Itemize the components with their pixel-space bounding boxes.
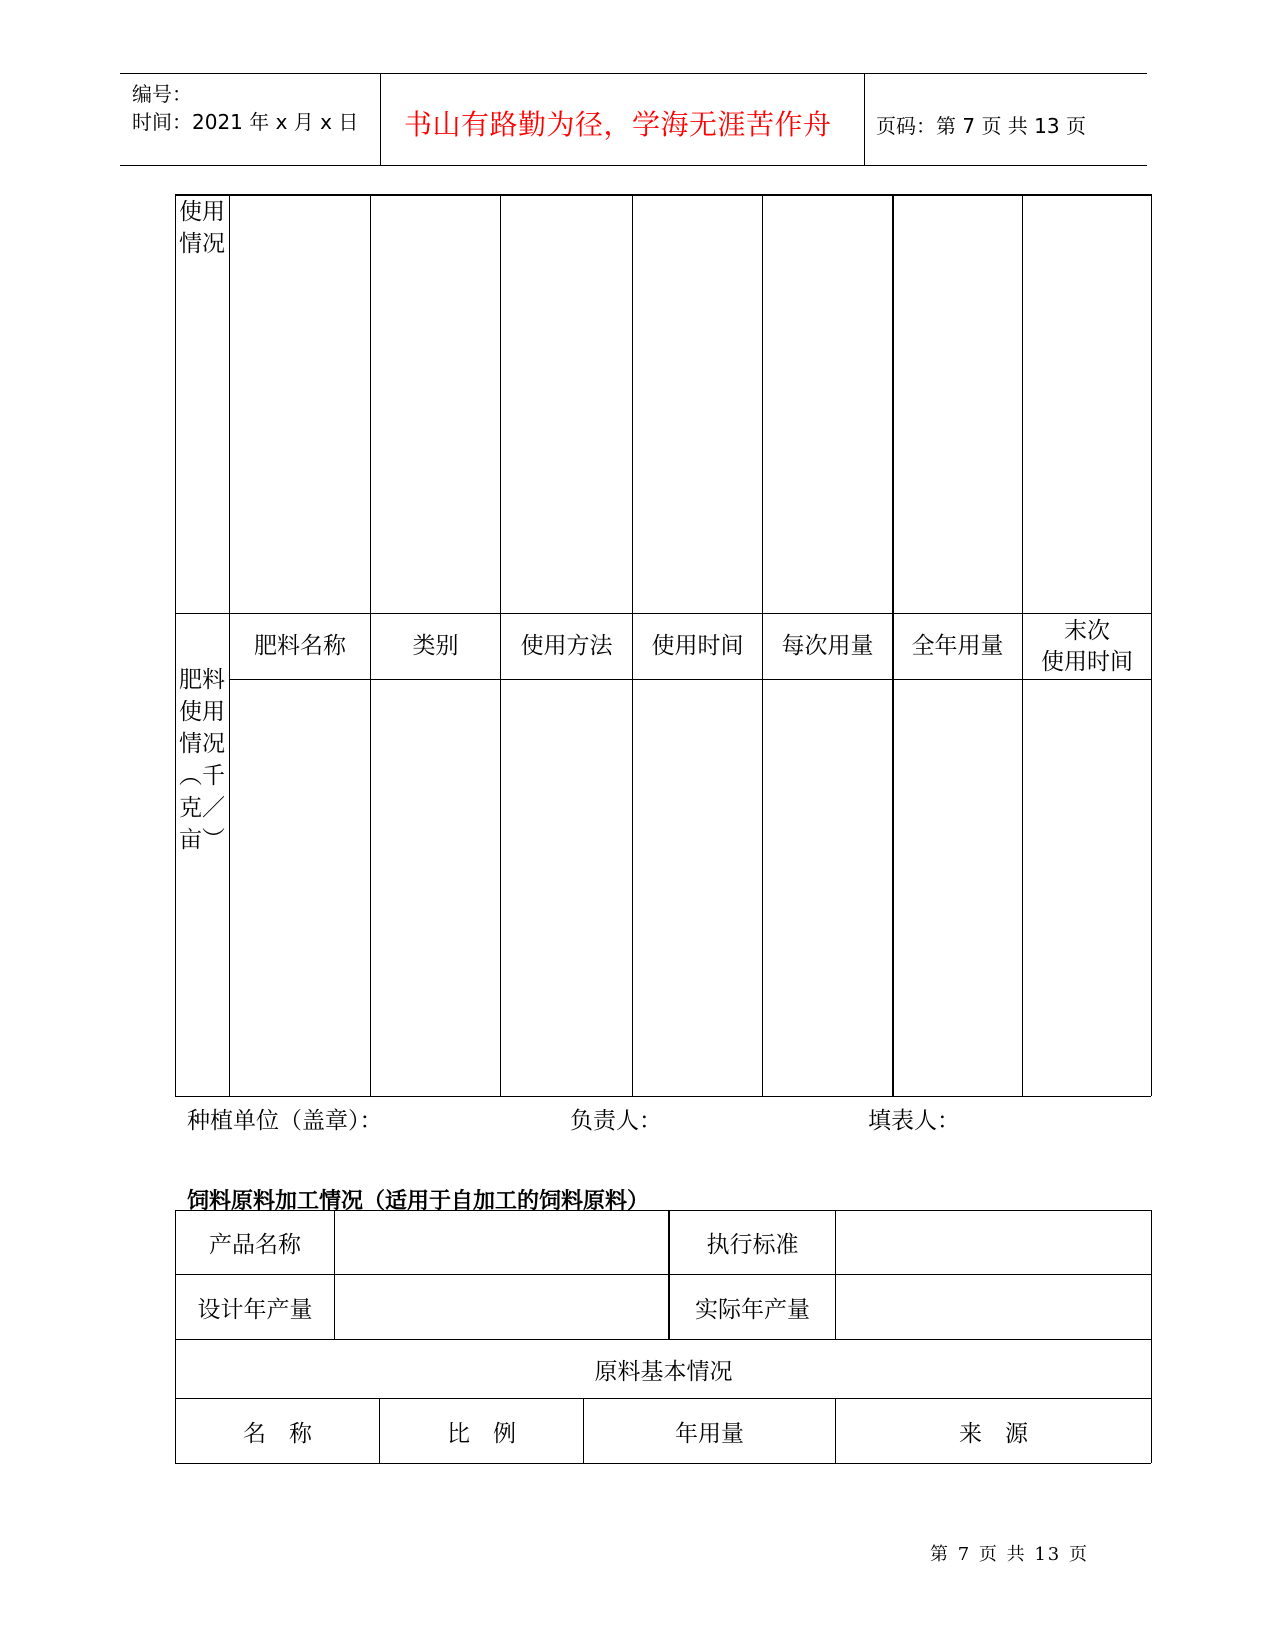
table-rule — [229, 679, 1151, 680]
column-header-annual-amount: 全年用量 — [911, 633, 1004, 659]
column-header-line: 使用时间 — [1041, 648, 1133, 675]
date-line: 时间：2021 年 x 月 x 日 — [132, 110, 359, 134]
header-top-rule — [120, 73, 1147, 74]
table-border — [1151, 194, 1152, 1096]
column-header-last-use-time — [1023, 614, 1151, 679]
actual-output-label: 实际年产量 — [695, 1296, 810, 1323]
planting-unit-label: 种植单位（盖章）： — [187, 1108, 383, 1134]
motto-banner: 书山有路勤为径，学海无涯苦作舟 — [404, 108, 832, 141]
section-title: 饲料原料加工情况（适用于自加工的饲料原料） — [187, 1189, 650, 1214]
page-info: 页码：第 7 页 共 13 页 — [876, 114, 1086, 138]
raw-column-name: 名 称 — [243, 1420, 312, 1447]
column-header-method: 使用方法 — [520, 633, 613, 659]
page-footer: 第 7 页 共 13 页 — [930, 1544, 1089, 1565]
header-divider — [864, 74, 865, 166]
column-header-category: 类别 — [412, 633, 459, 659]
table-rule — [835, 1210, 836, 1339]
raw-material-heading: 原料基本情况 — [594, 1358, 733, 1385]
usage-section-label: 使用情况 — [179, 199, 225, 257]
product-name-label: 产品名称 — [209, 1232, 301, 1258]
responsible-person-label: 负责人： — [570, 1108, 662, 1134]
header-bottom-rule — [120, 165, 1147, 166]
table-border — [175, 1463, 1151, 1464]
raw-column-source: 来 源 — [959, 1420, 1028, 1447]
standard-label: 执行标准 — [706, 1232, 799, 1258]
table-border — [175, 1096, 1151, 1097]
design-output-label: 设计年产量 — [197, 1296, 313, 1323]
table-border — [1151, 1210, 1152, 1463]
header-divider — [380, 74, 381, 166]
column-header-fertilizer-name: 肥料名称 — [254, 633, 346, 659]
column-header-time: 使用时间 — [651, 633, 744, 659]
raw-column-ratio: 比 例 — [447, 1420, 516, 1447]
table-rule — [334, 1210, 335, 1339]
doc-number-label: 编号： — [132, 82, 192, 106]
column-header-line: 末次 — [1064, 617, 1110, 644]
form-filler-label: 填表人： — [868, 1108, 960, 1134]
column-header-per-use-amount: 每次用量 — [781, 633, 874, 659]
table-border — [175, 194, 176, 1096]
raw-column-annual-usage: 年用量 — [675, 1420, 744, 1447]
table-border — [175, 194, 1151, 196]
fertilizer-section-label: 肥料使用情况︵千克／亩︶ — [179, 667, 225, 853]
